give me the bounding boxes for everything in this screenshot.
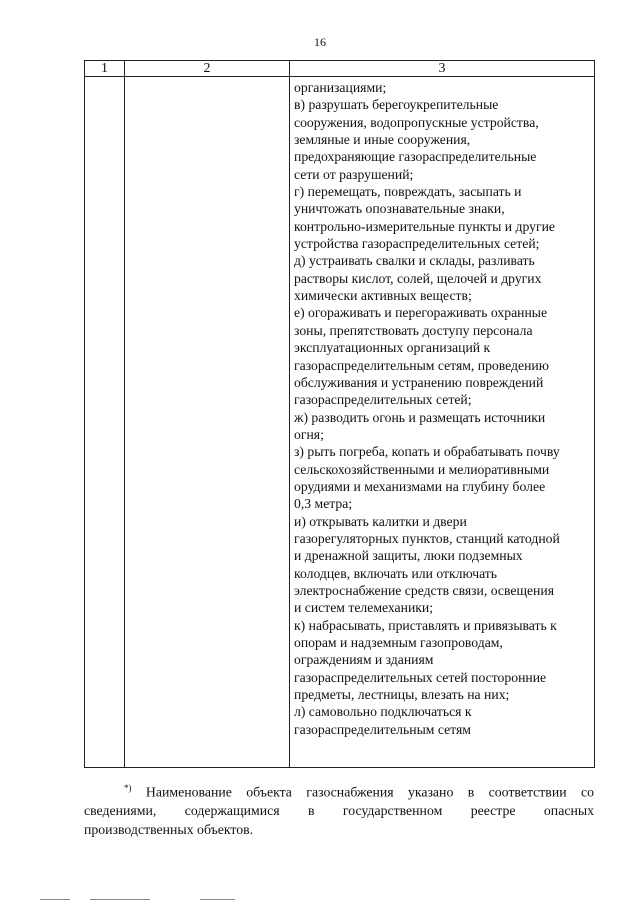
text-line: организациями; <box>294 80 387 95</box>
text-line: д) устраивать свалки и склады, разливать <box>294 253 535 269</box>
text-line: зоны, препятствовать доступу персонала <box>294 322 533 338</box>
text-line: ограждениям и зданиям <box>294 652 434 668</box>
text-line: сооружения, водопропускные устройства, <box>294 114 539 130</box>
table-header-row <box>85 61 595 77</box>
text-line: л) самовольно подключаться к <box>294 704 472 720</box>
text-line: растворы кислот, солей, щелочей и других <box>294 270 542 286</box>
text-line: газораспределительных сетей посторонние <box>294 669 547 685</box>
text-line: эксплуатационных организаций к <box>294 340 491 356</box>
footnote-line-1: *) Наименование объекта газоснабжения указано в соответствии со <box>124 783 594 800</box>
cell-column-3 <box>290 77 595 768</box>
column-header-2: 2 <box>125 61 290 77</box>
text-line: е) огораживать и перегораживать охранные <box>294 305 548 321</box>
cell-column-2 <box>125 77 290 768</box>
footnote-marker: *) <box>124 783 132 793</box>
text-line: газораспределительных сетей; <box>294 392 472 408</box>
text-line: опорам и надземным газопроводам, <box>294 635 503 650</box>
text-line: электроснабжение средств связи, освещения <box>294 582 555 598</box>
footnote-line-3: производственных объектов. <box>84 821 254 837</box>
text-line: к) набрасывать, приставлять и привязывать к <box>294 617 557 633</box>
column-header-1: 1 <box>85 61 125 77</box>
column-header-3: 3 <box>290 61 595 77</box>
text-line: в) разрушать берегоукрепительные <box>294 97 499 113</box>
text-line: з) рыть погреба, копать и обрабатывать почву <box>294 444 560 460</box>
text-line: обслуживания и устранению повреждений <box>294 374 544 390</box>
text-line: и дренажной защиты, люки подземных <box>294 548 523 564</box>
text-line: орудиями и механизмами на глубину более <box>294 478 546 494</box>
text-line: сельскохозяйственными и мелиоративными <box>294 461 550 477</box>
scan-artifact <box>90 899 150 900</box>
text-line: колодцев, включать или отключать <box>294 565 498 581</box>
text-line: огня; <box>294 426 324 442</box>
scan-artifact <box>200 899 235 900</box>
scan-artifact <box>40 899 70 900</box>
table-row <box>85 77 595 768</box>
text-line: и систем телемеханики; <box>294 600 434 616</box>
text-line: сети от разрушений; <box>294 166 414 182</box>
text-line: газораспределительным сетям, проведению <box>294 357 549 373</box>
cell-column-1 <box>85 77 125 768</box>
column-3-text <box>290 77 594 738</box>
footnote-line-2: сведениями, содержащимися в государственном реестре опасных <box>84 803 594 819</box>
text-line: и) открывать калитки и двери <box>294 513 467 529</box>
document-table <box>84 60 595 768</box>
page-number: 16 <box>314 35 326 49</box>
text-line: контрольно-измерительные пункты и другие <box>294 218 555 234</box>
text-line: химически активных веществ; <box>294 288 472 304</box>
text-line: г) перемещать, повреждать, засыпать и <box>294 184 522 200</box>
text-line: устройства газораспределительных сетей; <box>294 236 540 252</box>
footnote <box>84 779 594 839</box>
text-line: предметы, лестницы, влезать на них; <box>294 687 510 703</box>
text-line: земляные и иные сооружения, <box>294 132 471 148</box>
text-line: ж) разводить огонь и размещать источники <box>294 409 546 425</box>
text-line: 0,3 метра; <box>294 496 353 512</box>
text-line: уничтожать опознавательные знаки, <box>294 201 505 217</box>
text-line: предохраняющие газораспределительные <box>294 149 537 165</box>
text-line: газораспределительным сетям <box>294 721 471 737</box>
text-line: газорегуляторных пунктов, станций катодной <box>294 530 560 546</box>
